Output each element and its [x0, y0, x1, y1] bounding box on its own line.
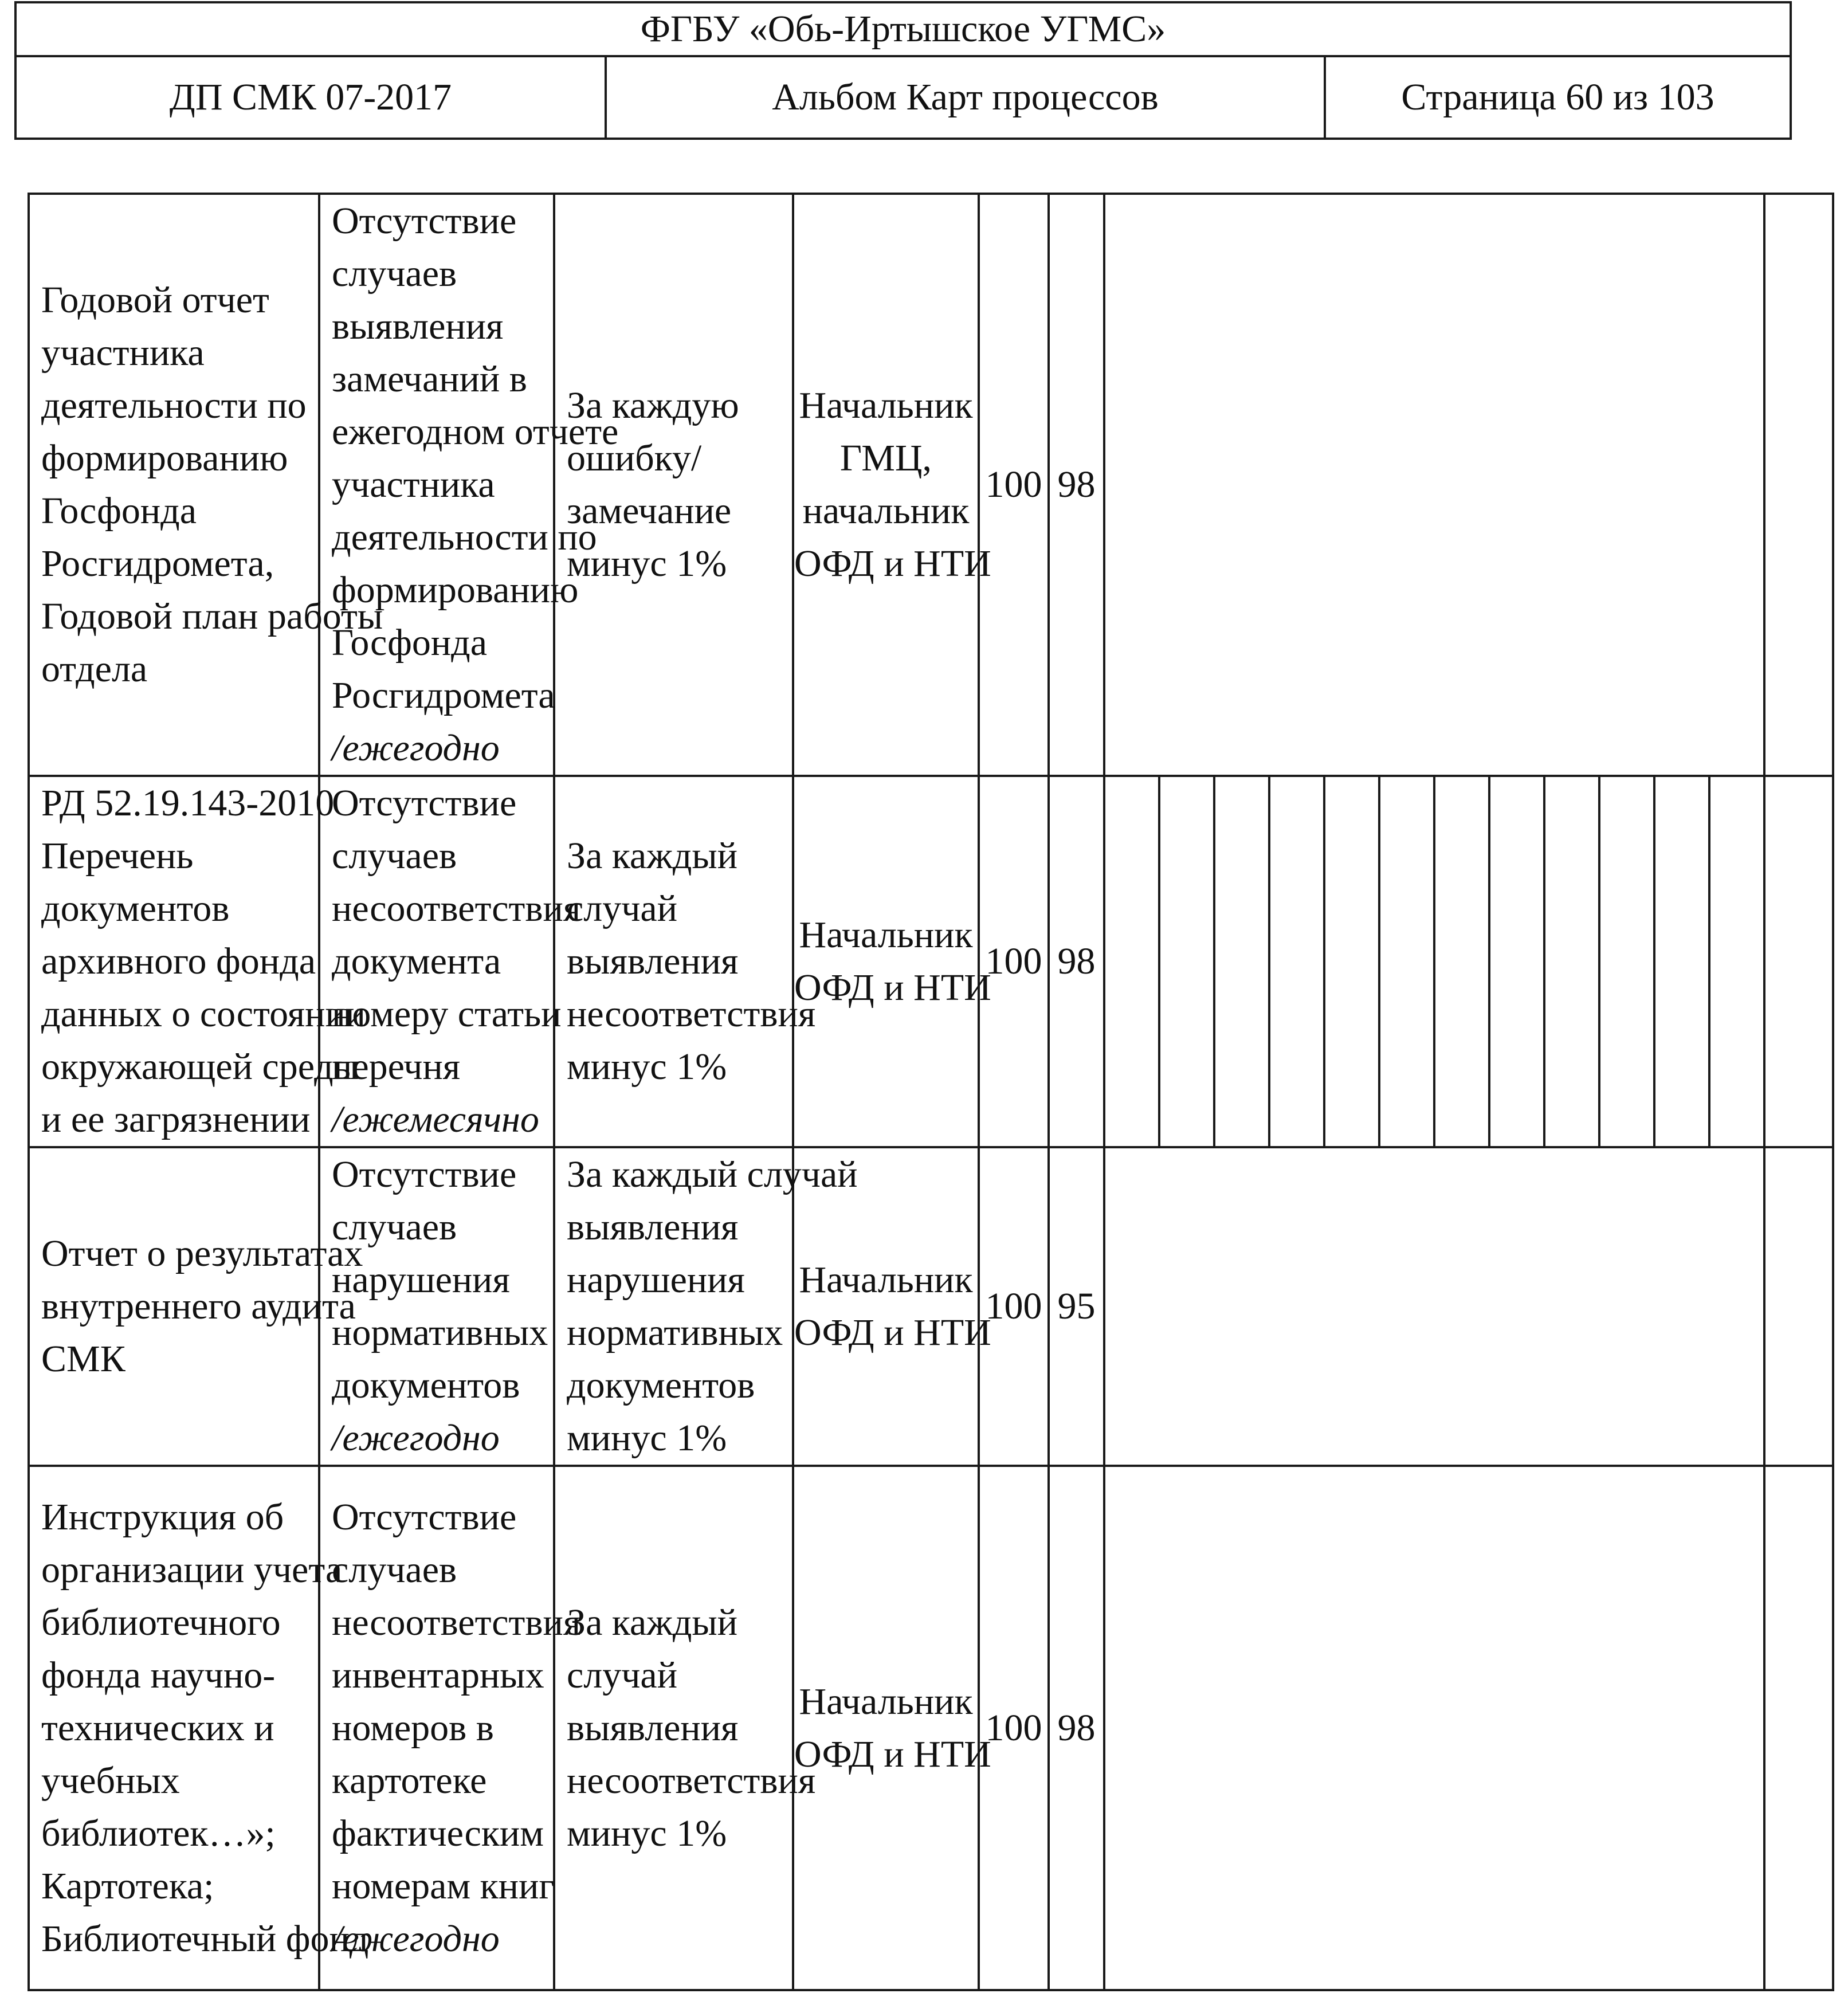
month-cell	[1379, 776, 1434, 1147]
actual-value: 98	[1049, 1466, 1104, 1990]
process-table	[28, 193, 1834, 1991]
penalty-cell: За каждый случай выявления несоответствия минус 1%	[554, 1466, 793, 1990]
penalty-cell: За каждый случай выявления несоответствия минус 1%	[554, 776, 793, 1147]
empty-cell	[1764, 776, 1833, 1147]
target-value: 100	[979, 776, 1049, 1147]
empty-cell	[1764, 194, 1833, 776]
month-cell	[1104, 776, 1159, 1147]
month-cell	[1599, 776, 1654, 1147]
criterion-cell: Отсутствие случаев несоответствия инвентарных номеров в картотеке фактическим номерам книг /ежегодно	[319, 1466, 554, 1990]
table-row	[29, 1147, 1833, 1466]
organization-name: ФГБУ «Обь-Иртышское УГМС»	[15, 2, 1791, 56]
criterion-cell: Отсутствие случаев выявления замечаний в ежегодном отчете участника деятельности по формированию Госфонда Росгидромета /ежегодно	[319, 194, 554, 776]
empty-cell	[1104, 1147, 1764, 1466]
periodicity-label: /ежегодно	[332, 1417, 500, 1459]
responsible-cell: Начальник ОФД и НТИ	[793, 1147, 979, 1466]
actual-value: 98	[1049, 776, 1104, 1147]
month-cell	[1434, 776, 1489, 1147]
criterion-cell: Отсутствие случаев нарушения нормативных документов /ежегодно	[319, 1147, 554, 1466]
album-title: Альбом Карт процессов	[606, 56, 1325, 139]
responsible-cell: Начальник ГМЦ, начальник ОФД и НТИ	[793, 194, 979, 776]
responsible-cell: Начальник ОФД и НТИ	[793, 776, 979, 1147]
responsible-cell: Начальник ОФД и НТИ	[793, 1466, 979, 1990]
month-cell	[1709, 776, 1764, 1147]
document-cell: Отчет о результатах внутреннего аудита СМК	[29, 1147, 319, 1466]
actual-value: 95	[1049, 1147, 1104, 1466]
month-cell	[1324, 776, 1379, 1147]
empty-cell	[1104, 194, 1764, 776]
document-code: ДП СМК 07-2017	[15, 56, 606, 139]
empty-cell	[1764, 1466, 1833, 1990]
periodicity-label: /ежемесячно	[332, 1098, 539, 1140]
document-header	[14, 1, 1792, 140]
empty-cell	[1104, 1466, 1764, 1990]
page-number: Страница 60 из 103	[1325, 56, 1791, 139]
month-cell	[1214, 776, 1269, 1147]
month-cell	[1544, 776, 1599, 1147]
table-row	[29, 1466, 1833, 1990]
document-cell: РД 52.19.143-2010 Перечень документов архивного фонда данных о состоянии окружающей среды и ее загрязнении	[29, 776, 319, 1147]
penalty-cell: За каждую ошибку/ замечание минус 1%	[554, 194, 793, 776]
month-cell	[1159, 776, 1214, 1147]
target-value: 100	[979, 1466, 1049, 1990]
month-cell	[1269, 776, 1324, 1147]
periodicity-label: /ежегодно	[332, 727, 500, 769]
criterion-cell: Отсутствие случаев несоответствия документа номеру статьи перечня /ежемесячно	[319, 776, 554, 1147]
table-row	[29, 194, 1833, 776]
target-value: 100	[979, 194, 1049, 776]
document-cell: Годовой отчет участника деятельности по формированию Госфонда Росгидромета, Годовой план работы отдела	[29, 194, 319, 776]
document-cell: Инструкция об организации учета библиотечного фонда научно- технических и учебных библиотек…»; Картотека; Библиотечный фонд	[29, 1466, 319, 1990]
penalty-cell: За каждый случай выявления нарушения нормативных документов минус 1%	[554, 1147, 793, 1466]
month-cell	[1654, 776, 1709, 1147]
target-value: 100	[979, 1147, 1049, 1466]
empty-cell	[1764, 1147, 1833, 1466]
month-cell	[1489, 776, 1544, 1147]
table-row	[29, 776, 1833, 1147]
actual-value: 98	[1049, 194, 1104, 776]
periodicity-label: /ежегодно	[332, 1917, 500, 1960]
